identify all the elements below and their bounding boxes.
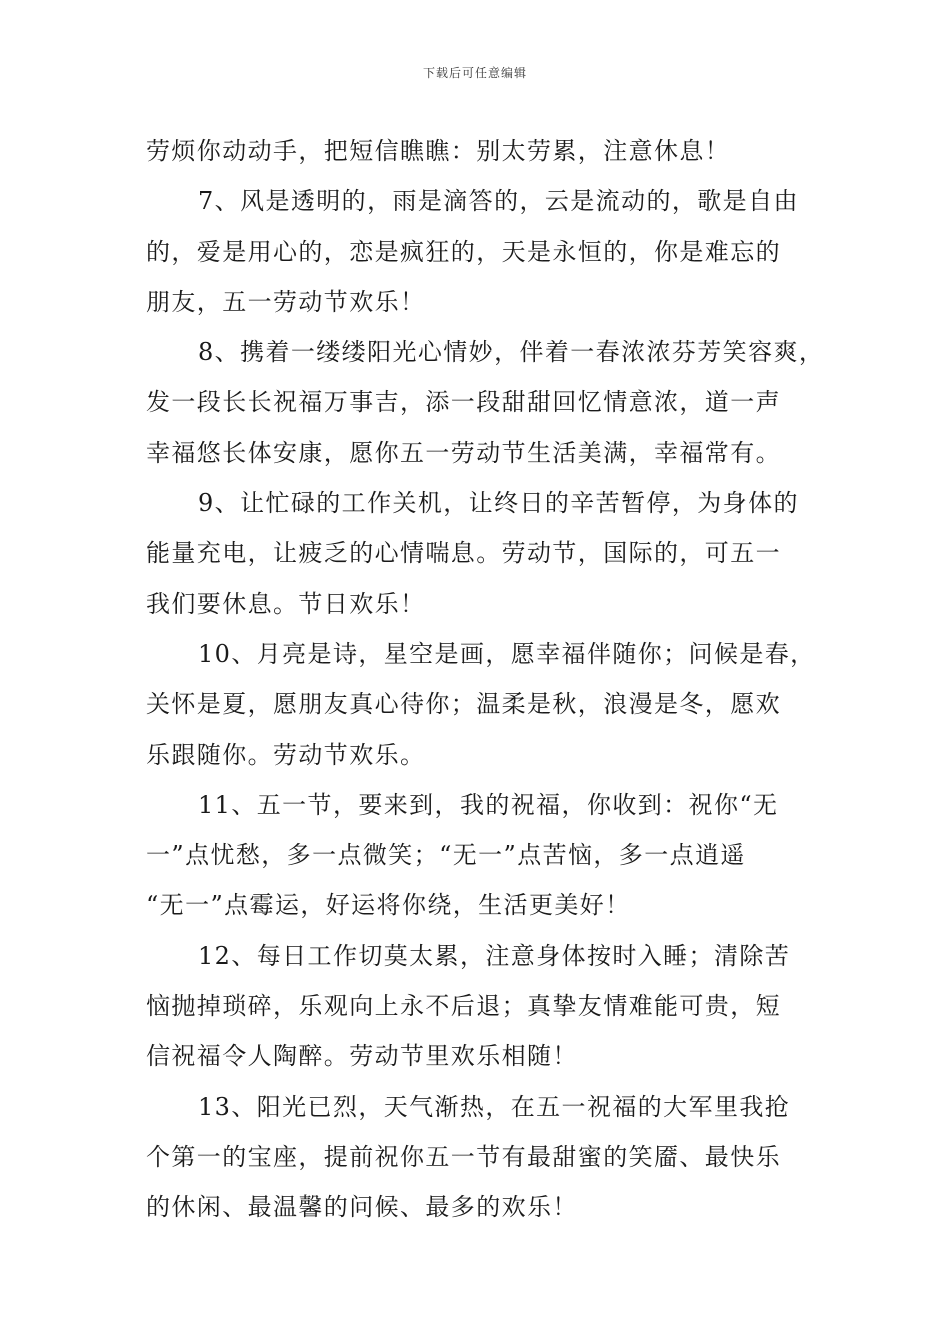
paragraph-9-start: 9、让忙碌的工作关机，让终日的辛苦暂停，为身体的 xyxy=(198,489,799,518)
paragraph-11-start: 11、五一节，要来到，我的祝福，你收到：祝你“无 xyxy=(198,790,779,819)
text-line: 朋友，五一劳动节欢乐！ xyxy=(146,287,426,316)
paragraph-7-start: 7、风是透明的，雨是滴答的，云是流动的，歌是自由 xyxy=(198,187,799,216)
text-line: 恼抛掉琐碎，乐观向上永不后退；真挚友情难能可贵，短 xyxy=(146,992,781,1021)
document-body xyxy=(146,126,825,1233)
text-line: 个第一的宝座，提前祝你五一节有最甜蜜的笑靥、最快乐 xyxy=(146,1142,781,1171)
paragraph-10-start: 10、月亮是诗，星空是画，愿幸福伴随你；问候是春， xyxy=(198,639,816,668)
text-line: 乐跟随你。劳动节欢乐。 xyxy=(146,740,426,769)
paragraph-8-start: 8、携着一缕缕阳光心情妙，伴着一春浓浓芬芳笑容爽， xyxy=(198,338,825,367)
text-line: 劳烦你动动手，把短信瞧瞧：别太劳累，注意休息！ xyxy=(146,137,731,165)
text-line: 发一段长长祝福万事吉，添一段甜甜回忆情意浓，道一声 xyxy=(146,388,781,417)
text-line: 一”点忧愁，多一点微笑；“无一”点苦恼，多一点逍遥 xyxy=(146,841,746,870)
text-line: “无一”点霉运，好运将你绕，生活更美好！ xyxy=(146,891,631,920)
paragraph-12-start: 12、每日工作切莫太累，注意身体按时入睡；清除苦 xyxy=(198,941,791,970)
text-line: 的，爱是用心的，恋是疯狂的，天是永恒的，你是难忘的 xyxy=(146,237,781,266)
text-line: 幸福悠长体安康，愿你五一劳动节生活美满，幸福常有。 xyxy=(146,438,781,467)
text-line: 信祝福令人陶醉。劳动节里欢乐相随！ xyxy=(146,1042,578,1071)
paragraph-13-start: 13、阳光已烈，天气渐热，在五一祝福的大军里我抢 xyxy=(198,1092,791,1121)
text-line: 的休闲、最温馨的问候、最多的欢乐！ xyxy=(146,1193,578,1222)
header-note: 下载后可任意编辑 xyxy=(422,66,527,80)
text-line: 我们要休息。节日欢乐！ xyxy=(146,589,426,618)
text-line: 关怀是夏，愿朋友真心待你；温柔是秋，浪漫是冬，愿欢 xyxy=(146,690,781,719)
text-line: 能量充电，让疲乏的心情喘息。劳动节，国际的，可五一 xyxy=(146,539,781,568)
